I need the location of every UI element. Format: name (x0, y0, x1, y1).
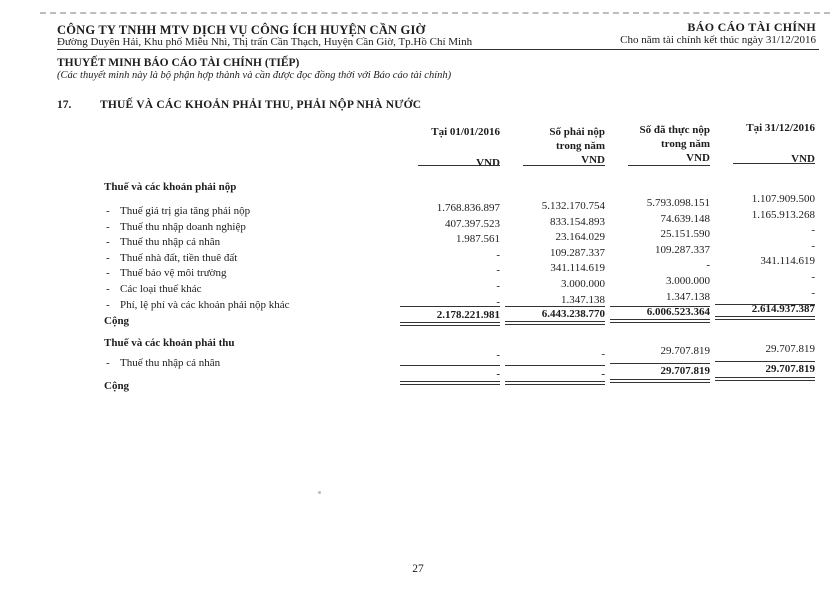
receivable-row-label: Thuế thu nhập cá nhân (120, 357, 221, 369)
scan-speck (318, 491, 321, 494)
total-double-rule (610, 319, 710, 323)
payable-row-closing: 1.165.913.268 (751, 209, 815, 221)
payable-row-label: Thuế thu nhập cá nhân (120, 236, 221, 248)
payable-row-payable: 5.132.170.754 (541, 200, 605, 212)
payable-total-paid: 6.006.523.364 (646, 306, 710, 318)
row-dash: - (106, 236, 110, 248)
total-double-rule (505, 321, 605, 325)
payable-row-opening: 407.397.523 (445, 218, 500, 230)
total-double-rule (610, 379, 710, 383)
payable-row-paid: 3.000.000 (666, 275, 710, 287)
payable-row-opening: - (496, 264, 500, 276)
section-title: THUẾ VÀ CÁC KHOẢN PHẢI THU, PHẢI NỘP NHÀ NƯỚC (100, 99, 422, 111)
payable-heading: Thuế và các khoản phải nộp (104, 181, 237, 193)
receivable-total-opening: - (496, 368, 500, 380)
column-header-line2: trong năm (661, 138, 710, 150)
row-dash: - (106, 205, 110, 217)
notes-title: THUYẾT MINH BÁO CÁO TÀI CHÍNH (TIẾP) (57, 57, 300, 69)
company-name: CÔNG TY TNHH MTV DỊCH VỤ CÔNG ÍCH HUYỆN CẦN GIỜ (57, 23, 426, 37)
payable-row-paid: 74.639.148 (660, 213, 710, 225)
receivable-row-closing: 29.707.819 (765, 343, 815, 355)
payable-row-payable: 1.347.138 (561, 294, 605, 306)
receivable-row-payable: - (601, 348, 605, 360)
total-double-rule (715, 316, 815, 320)
payable-total-closing: 2.614.937.387 (751, 303, 815, 315)
payable-row-closing: 341.114.619 (760, 255, 815, 267)
payable-total-opening: 2.178.221.981 (436, 309, 500, 321)
row-dash: - (106, 267, 110, 279)
payable-row-closing: 1.107.909.500 (751, 193, 815, 205)
payable-row-payable: 3.000.000 (561, 278, 605, 290)
payable-row-payable: 833.154.893 (550, 216, 605, 228)
section-number: 17. (57, 99, 72, 111)
payable-row-opening: 1.987.561 (456, 233, 500, 245)
column-header-line1: Số đã thực nộp (639, 124, 710, 136)
column-unit: VND (686, 152, 710, 164)
company-address: Đường Duyên Hải, Khu phố Miễu Nhì, Thị trấn Cần Thạch, Huyện Cần Giờ, Tp.Hồ Chí Minh (57, 36, 473, 48)
payable-row-payable: 109.287.337 (550, 247, 605, 259)
subtotal-rule (610, 363, 710, 364)
column-header-rule (628, 165, 710, 166)
payable-row-paid: 109.287.337 (655, 244, 710, 256)
column-header-rule (523, 165, 605, 166)
total-double-rule (505, 381, 605, 385)
page-number: 27 (412, 563, 424, 575)
column-header-line1: Số phải nộp (549, 126, 605, 138)
receivable-total-payable: - (601, 368, 605, 380)
report-period: Cho năm tài chính kết thúc ngày 31/12/2016 (620, 34, 816, 46)
payable-row-payable: 341.114.619 (550, 262, 605, 274)
receivable-row-opening: - (496, 349, 500, 361)
payable-row-label: Thuế nhà đất, tiền thuê đất (120, 252, 238, 264)
column-header-rule (733, 163, 815, 164)
payable-row-label: Phí, lệ phí và các khoản phải nộp khác (120, 299, 290, 311)
payable-row-label: Thuế giá trị gia tăng phải nộp (120, 205, 251, 217)
row-dash: - (106, 221, 110, 233)
subtotal-rule (400, 306, 500, 307)
total-double-rule (400, 381, 500, 385)
column-unit: VND (791, 153, 815, 165)
column-header-line1: Tại 31/12/2016 (746, 122, 815, 134)
payable-row-opening: - (496, 249, 500, 261)
payable-row-opening: - (496, 296, 500, 308)
subtotal-rule (505, 306, 605, 307)
row-dash: - (106, 357, 110, 369)
payable-row-label: Các loại thuế khác (120, 283, 202, 295)
receivable-row-paid: 29.707.819 (660, 345, 710, 357)
payable-row-paid: 5.793.098.151 (646, 197, 710, 209)
payable-row-paid: 1.347.138 (666, 291, 710, 303)
top-dashed-border (40, 12, 830, 14)
payable-row-closing: - (811, 271, 815, 283)
column-unit: VND (476, 157, 500, 169)
column-unit: VND (581, 154, 605, 166)
receivable-total-paid: 29.707.819 (660, 365, 710, 377)
subtotal-rule (505, 365, 605, 366)
payable-row-opening: - (496, 280, 500, 292)
receivable-total-closing: 29.707.819 (765, 363, 815, 375)
column-header-paid (610, 123, 710, 165)
notes-subtitle: (Các thuyết minh này là bộ phận hợp thành và cần được đọc đồng thời với Báo cáo tài chính) (57, 70, 452, 81)
payable-row-paid: 25.151.590 (660, 228, 710, 240)
header-divider (57, 49, 819, 50)
payable-row-closing: - (811, 240, 815, 252)
column-header-line2: trong năm (556, 140, 605, 152)
payable-row-payable: 23.164.029 (555, 231, 605, 243)
report-title: BÁO CÁO TÀI CHÍNH (687, 20, 816, 34)
row-dash: - (106, 252, 110, 264)
subtotal-rule (715, 361, 815, 362)
payable-row-label: Thuế bảo vệ môi trường (120, 267, 227, 279)
subtotal-rule (400, 365, 500, 366)
payable-row-opening: 1.768.836.897 (436, 202, 500, 214)
payable-total-payable: 6.443.238.770 (541, 308, 605, 320)
column-header-line1: Tại 01/01/2016 (431, 126, 500, 138)
column-header-rule (418, 165, 500, 166)
payable-row-label: Thuế thu nhập doanh nghiệp (120, 221, 246, 233)
receivable-total-label: Cộng (104, 380, 130, 392)
payable-row-closing: - (811, 224, 815, 236)
row-dash: - (106, 283, 110, 295)
receivable-heading: Thuế và các khoản phải thu (104, 337, 235, 349)
column-header-opening (400, 125, 500, 170)
payable-row-closing: - (811, 287, 815, 299)
column-header-closing (715, 121, 815, 166)
row-dash: - (106, 299, 110, 311)
total-double-rule (715, 377, 815, 381)
total-double-rule (400, 322, 500, 326)
payable-total-label: Cộng (104, 315, 130, 327)
column-header-payable (505, 125, 605, 167)
payable-row-paid: - (706, 259, 710, 271)
